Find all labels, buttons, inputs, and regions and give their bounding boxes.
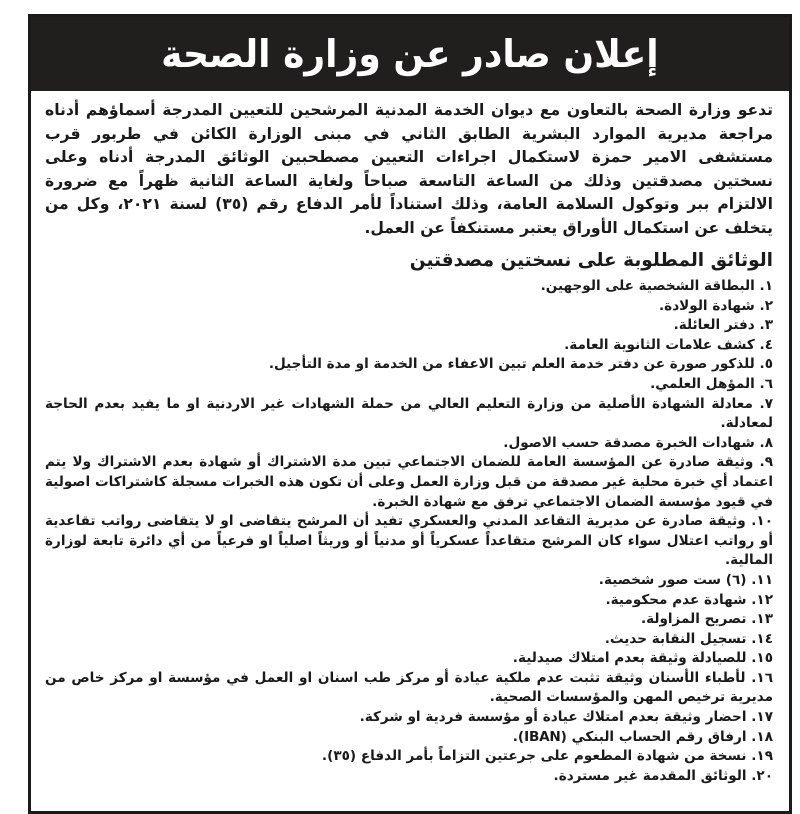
item-number: ٢. <box>759 297 773 314</box>
item-text: تسجيل النقابة حديث. <box>604 630 747 647</box>
documents-list <box>41 277 779 786</box>
item-number: ١٣. <box>751 611 773 628</box>
document-item <box>45 669 773 708</box>
document-item <box>45 395 773 434</box>
item-text: لأطباء الأسنان وثيقة تثبت عدم ملكية عيادة أو مركز طب اسنان او العمل في مؤسسة او مركز خاص من مديرية ترخيص المهن والمؤسسات الصحية. <box>45 669 773 706</box>
item-text: دفتر العائلة. <box>673 317 755 334</box>
item-number: ١١. <box>751 571 773 588</box>
document-item <box>45 571 773 591</box>
document-item <box>45 649 773 669</box>
item-number: ١. <box>759 278 773 294</box>
item-number: ٧. <box>759 395 773 412</box>
item-number: ١٧. <box>751 709 773 726</box>
item-number: ٥. <box>759 356 773 373</box>
announcement-body <box>41 99 779 786</box>
document-item <box>45 277 773 297</box>
announcement-frame <box>28 14 792 814</box>
item-number: ١٦. <box>751 669 773 686</box>
item-text: نسخة من شهادة المطعوم على جرعتين التزاماً بأمر الدفاع (٣٥). <box>321 748 747 765</box>
item-number: ١٢. <box>751 591 773 608</box>
item-number: ١٩. <box>751 748 773 765</box>
item-text: (٦) ست صور شخصية. <box>598 571 747 588</box>
item-text: ارفاق رقم الحساب البنكي (IBAN). <box>512 728 747 745</box>
item-text: تصريح المزاولة. <box>640 611 747 628</box>
item-text: كشف علامات الثانوية العامة. <box>564 336 755 353</box>
documents-heading: الوثائق المطلوبة على نسختين مصدقتين <box>409 250 773 271</box>
document-item <box>45 591 773 611</box>
item-number: ٨. <box>759 434 773 451</box>
item-number: ٦. <box>759 375 773 392</box>
item-text: وثيقة صادرة عن المؤسسة العامة للضمان الاجتماعي تبين مدة الاشتراك أو شهادة بعدم الاشتراك ولا يتم اعتماد أي خبرة محلية غير مصدقة من قبل وزارة العمل وعلى أن تكون هذه الخبرات مسجلة كاشتراكات اصولية في قيود مؤسسة الضمان الاجتماعي ترفق مع شهادة الخبرة. <box>45 454 773 510</box>
document-item <box>45 434 773 454</box>
item-text: البطاقة الشخصية على الوجهين. <box>540 278 755 294</box>
document-item <box>45 316 773 336</box>
document-item <box>45 708 773 728</box>
item-number: ٣. <box>759 317 773 334</box>
document-item <box>45 355 773 375</box>
document-item <box>45 747 773 767</box>
item-text: شهادات الخبرة مصدقة حسب الاصول. <box>503 434 755 451</box>
item-number: ١٠. <box>751 513 774 530</box>
item-number: ١٨. <box>751 728 773 745</box>
document-item <box>45 728 773 748</box>
announcement-title: إعلان صادر عن وزارة الصحة <box>161 32 659 76</box>
item-text: للصيادلة وثيقة بعدم امتلاك صيدلية. <box>512 650 747 667</box>
document-item <box>45 630 773 650</box>
item-number: ١٥. <box>751 650 773 667</box>
item-text: الوثائق المقدمة غير مستردة. <box>553 767 747 784</box>
item-text: وثيقة صادرة عن مديرية التقاعد المدني والعسكري تفيد أن المرشح يتقاضى او لا يتقاضى رواتب تقاعدية أو رواتب اعتلال سواء كان المرشح متقاعداً عسكرياً أو مدنياً أو وريثاً اصلياً او فرعياً من أي دائرة تابعة لوزارة المالية. <box>45 513 773 569</box>
document-item <box>45 375 773 395</box>
item-text: احضار وثيقة بعدم امتلاك عيادة أو مؤسسة فردية او شركة. <box>359 709 747 726</box>
item-number: ٩. <box>759 454 773 471</box>
item-number: ٤. <box>759 336 773 353</box>
item-text: شهادة الولادة. <box>659 297 755 314</box>
announcement-header <box>31 17 789 91</box>
item-text: شهادة عدم محكومية. <box>605 591 747 608</box>
document-item <box>45 610 773 630</box>
item-number: ٢٠. <box>751 767 773 784</box>
document-item <box>45 512 773 571</box>
item-text: معادلة الشهادة الأصلية من وزارة التعليم العالي من حملة الشهادات غير الاردنية او ما يفيد بعدم الحاجة لمعادلة. <box>45 395 773 432</box>
document-item <box>45 336 773 356</box>
document-item <box>45 297 773 317</box>
item-text: المؤهل العلمي. <box>650 375 755 392</box>
document-item <box>45 767 773 787</box>
intro-paragraph: تدعو وزارة الصحة بالتعاون مع ديوان الخدمة المدنية المرشحين للتعيين المدرجة أسماؤهم أدناه مراجعة مديرية الموارد البشرية الطابق الثاني في مبنى الوزارة الكائن في طربور قرب مستشفى الامير حمزة لاستكمال اجراءات التعيين مصطحبين الوثائق المدرجة أدناه وعلى نسختين مصدقتين وذلك من الساعة التاسعة صباحاً ولغاية الساعة الثانية ظهراً مع ضرورة الالتزام ببر وتوكول السلامة العامة، وذلك استناداً لأمر الدفاع رقم (٣٥) لسنة ٢٠٢١، وكل من يتخلف عن استكمال الأوراق يعتبر مستنكفاً عن العمل. <box>45 101 774 237</box>
item-text: للذكور صورة عن دفتر خدمة العلم تبين الاعفاء من الخدمة او مدة التأجيل. <box>268 356 755 373</box>
item-number: ١٤. <box>751 630 773 647</box>
document-item <box>45 453 773 512</box>
